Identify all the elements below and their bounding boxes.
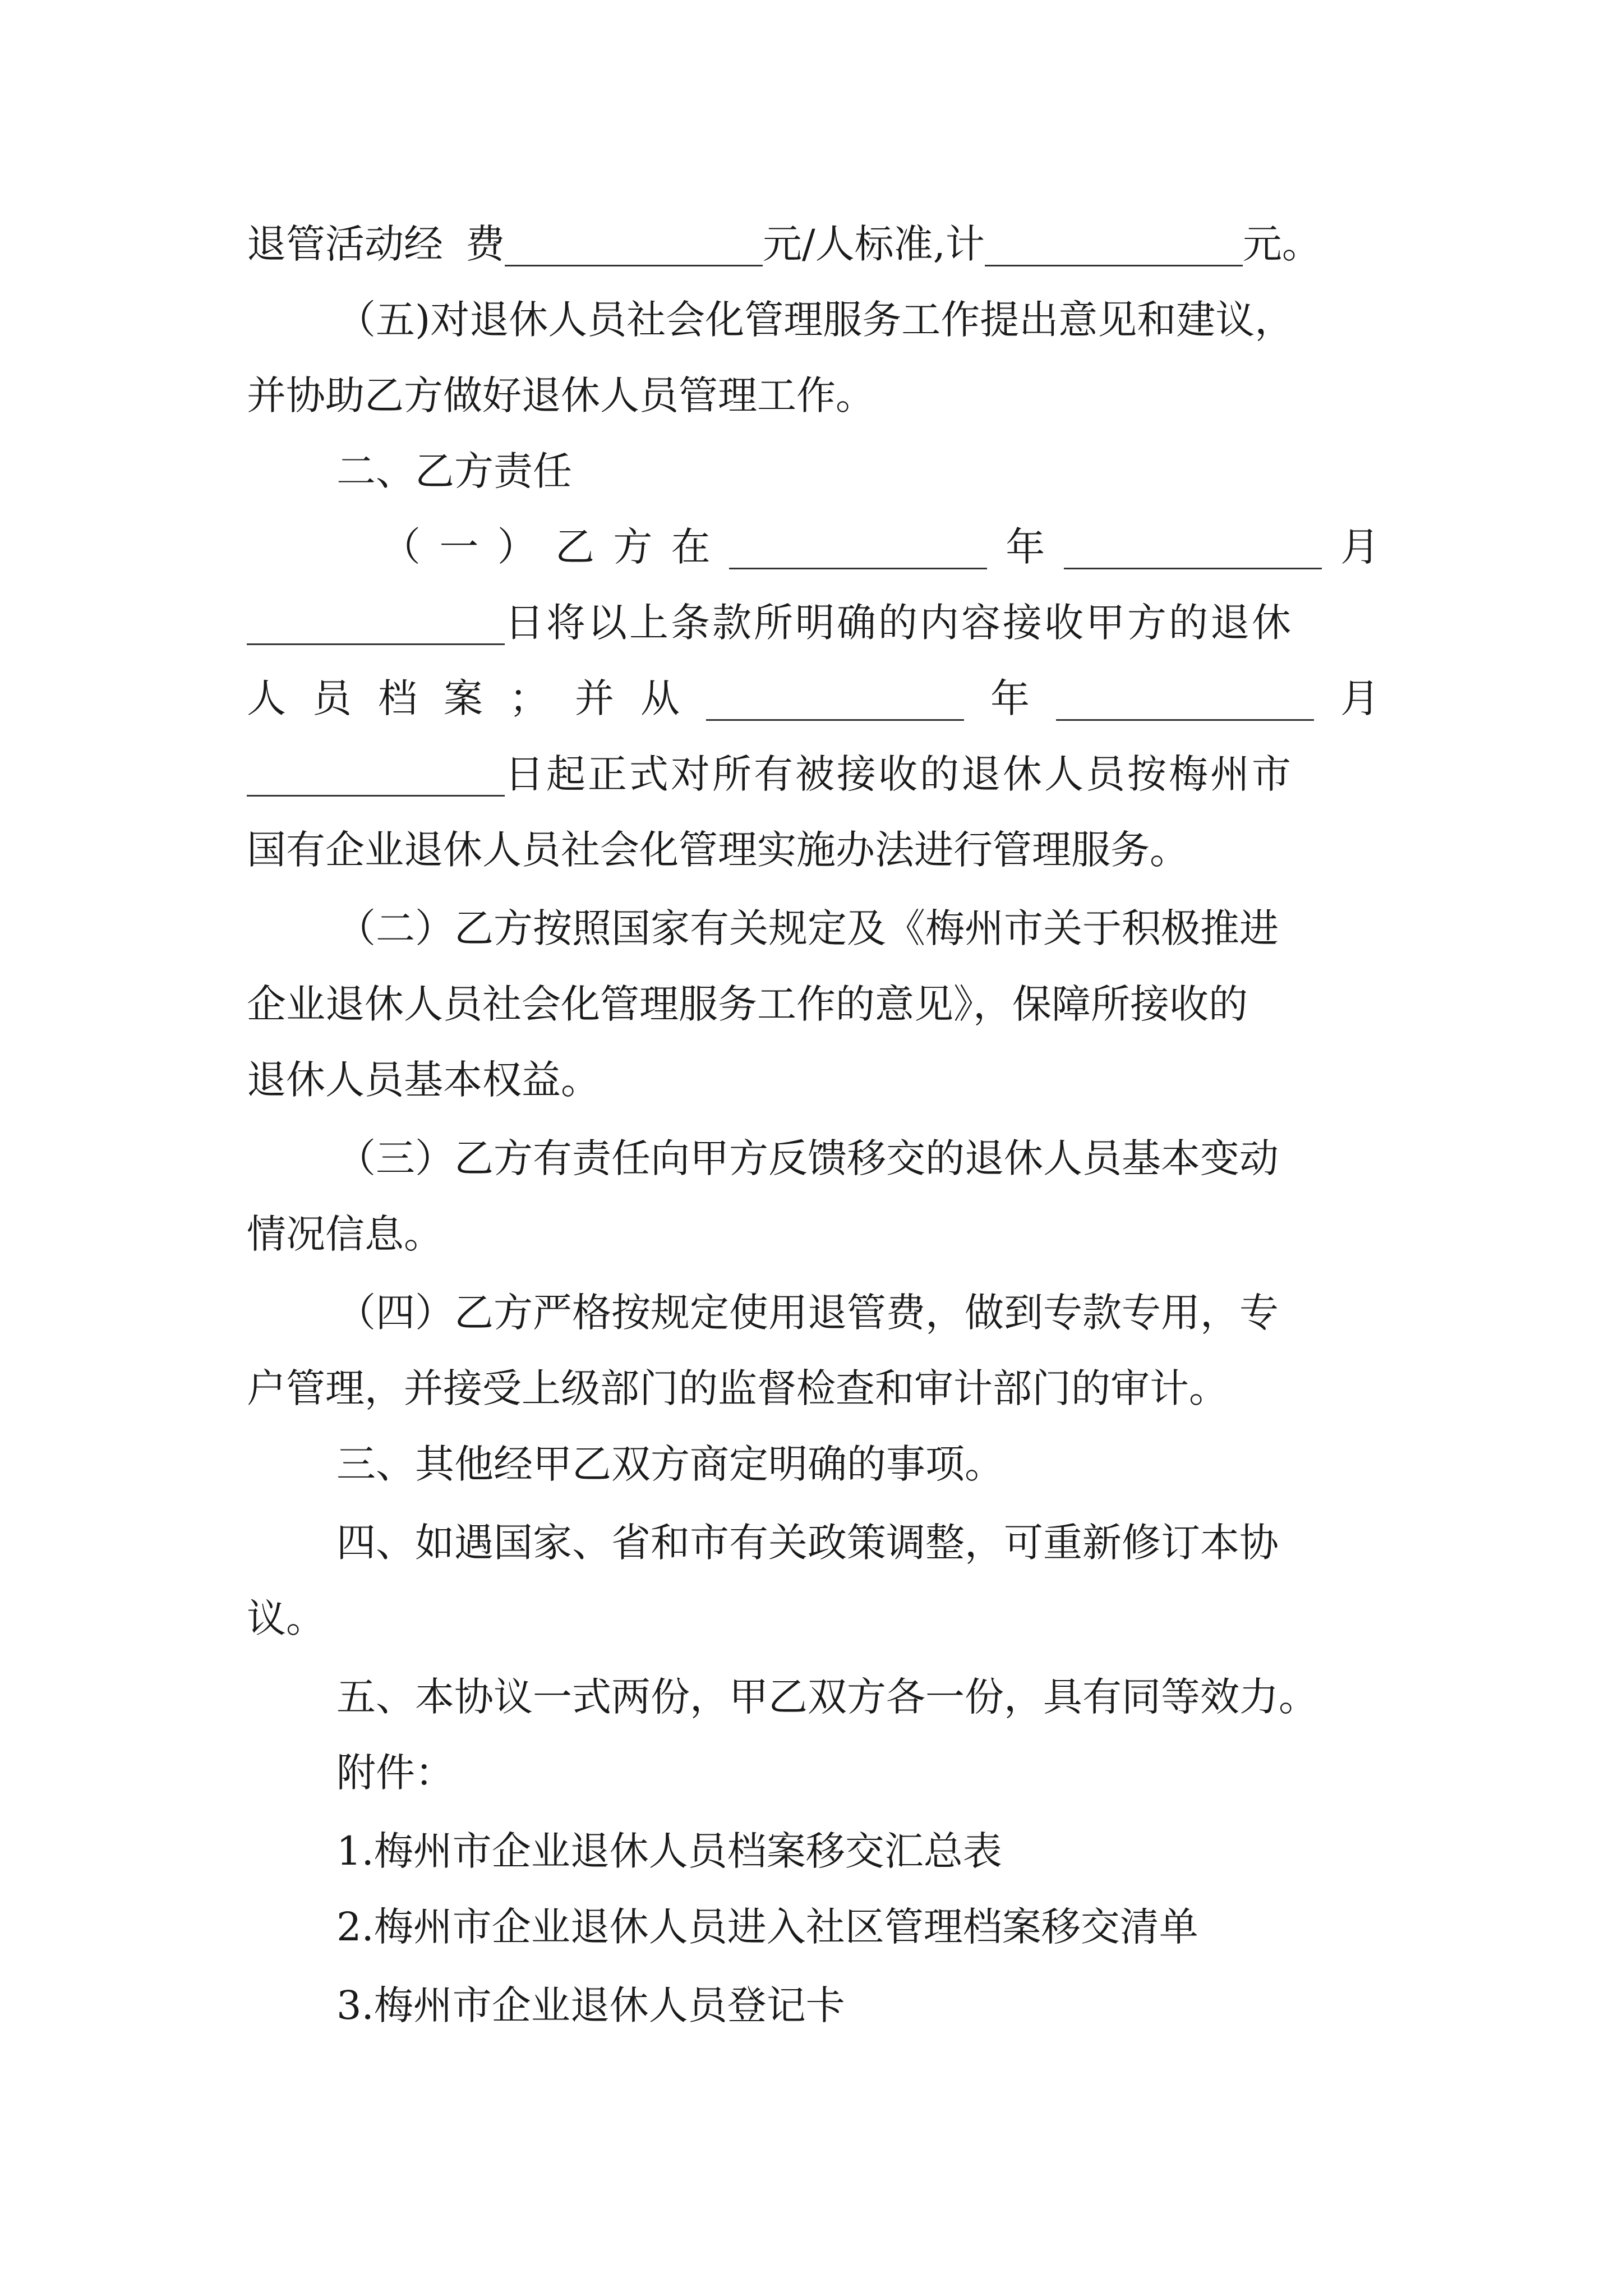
section-four-text: 四、如遇国家、省和市有关政策调整，可重新修订本协 [336,1520,1279,1566]
attachment-item-2: 2.梅州市企业退休人员进入社区管理档案移交清单 [336,1904,1198,1950]
clause-five-text: （五)对退休人员社会化管理服务工作提出意见和建议， [336,297,1294,343]
start-day-blank[interactable] [247,752,505,797]
section-heading-party-b: 二、乙方责任 [336,448,572,494]
fee-label-b: 费 [465,221,505,267]
char-yi: 乙 [555,524,594,570]
attachments-heading: 附件： [336,1750,454,1796]
semicolon: ； [509,675,548,721]
month-label-2: 月 [1340,675,1380,721]
char-dang: 档 [378,675,417,721]
char-ren: 人 [247,675,286,721]
receive-year-blank[interactable] [729,525,987,569]
clause-four-text-cont: 户管理，并接受上级部门的监督检查和审计部门的审计。 [247,1365,1228,1411]
char-zai: 在 [671,524,711,570]
year-label-2: 年 [990,675,1030,721]
receive-month-blank[interactable] [1064,525,1322,569]
char-yuan: 员 [312,675,352,721]
section-five-text: 五、本协议一式两份，甲乙双方各一份，具有同等效力。 [336,1674,1318,1720]
section-four-text-cont: 议。 [247,1595,325,1641]
clause-one-line [381,516,1380,578]
section-three-text: 三、其他经甲乙双方商定明确的事项。 [336,1441,1004,1487]
year-label: 年 [1006,524,1045,570]
clause-one-text-cont: 国有企业退休人员社会化管理实施办法进行管理服务。 [247,827,1189,873]
attachment-item-1: 1.梅州市企业退休人员档案移交汇总表 [336,1828,1002,1874]
fee-total-blank[interactable] [985,222,1243,266]
fee-line [247,213,1380,275]
clause-two-text-cont: 企业退休人员社会化管理服务工作的意见》，保障所接收的 [247,981,1248,1027]
clause-five-text-cont: 并协助乙方做好退休人员管理工作。 [247,372,875,418]
clause-two-text-end: 退休人员基本权益。 [247,1057,600,1103]
fee-label-c: 元/人标准,计 [763,221,985,267]
start-month-blank[interactable] [1056,677,1314,721]
paren-open: （ [381,524,421,570]
start-day-text: 日起正式对所有被接收的退休人员按梅州市 [505,751,1293,797]
attachment-item-3: 3.梅州市企业退休人员登记卡 [336,1982,845,2028]
char-an: 案 [444,675,483,721]
clause-four-text: （四）乙方严格按规定使用退管费，做到专款专用，专 [336,1290,1279,1336]
month-label: 月 [1340,524,1380,570]
archive-line [247,668,1380,729]
receive-day-text: 日将以上条款所明确的内容接收甲方的退休 [505,600,1293,646]
char-cong: 从 [640,675,680,721]
clause-three-text: （三）乙方有责任向甲方反馈移交的退休人员基本变动 [336,1135,1279,1181]
char-fang: 方 [613,524,653,570]
clause-three-text-cont: 情况信息。 [247,1211,443,1257]
fee-per-person-blank[interactable] [505,222,763,266]
fee-label-d: 元。 [1242,221,1321,267]
start-year-blank[interactable] [706,677,964,721]
fee-label-a: 退管活动经 [247,221,443,267]
clause-two-text: （二）乙方按照国家有关规定及《梅州市关于积极推进 [336,905,1279,951]
paren-close: ） [497,524,537,570]
start-day-line [247,743,1380,805]
clause-number: 一 [439,524,479,570]
char-bing: 并 [575,675,614,721]
receive-day-line [247,592,1380,654]
receive-day-blank[interactable] [247,601,505,645]
